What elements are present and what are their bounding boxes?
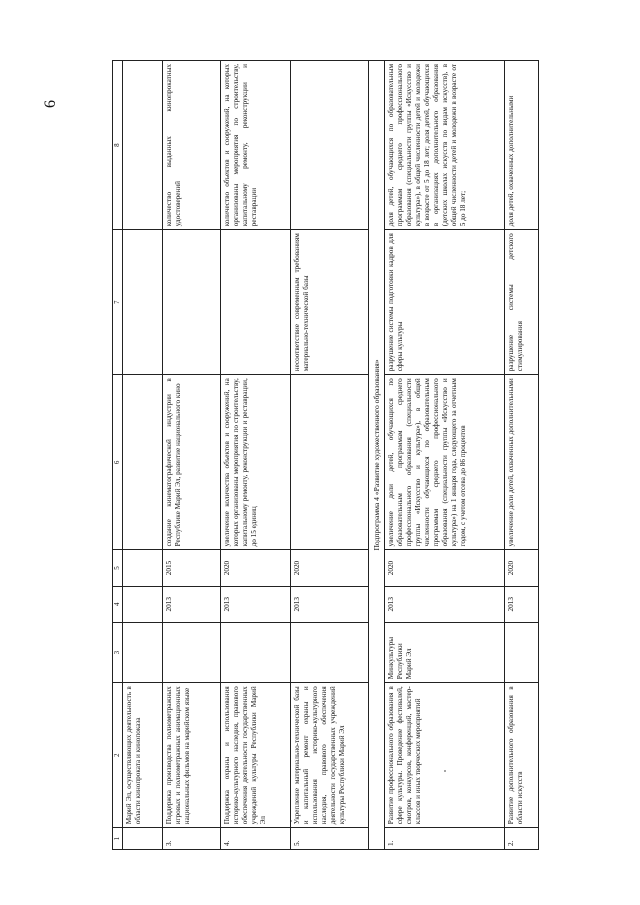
table-row — [221, 61, 291, 850]
row-number — [123, 828, 163, 850]
row-number: 5. — [291, 828, 369, 850]
indicator: доля детей, обучающихся по образовательным программам среднего профессионального образования (специальности группы «Искусство и культура»), в общей численности детей и молодежи в возрасте от 5 до 18 лет; доля детей, обучающихся в организациях дополнительного образования (детских школах искусств по видам искусств), в общей численности детей и молодежи в возрасте от 5 до 18 лет; — [385, 61, 505, 230]
column-number: 4 — [113, 586, 123, 622]
row-number: 1. — [385, 828, 505, 850]
consequences — [163, 230, 221, 375]
row-number: 4. — [221, 828, 291, 850]
column-number: 8 — [113, 61, 123, 230]
consequences — [221, 230, 291, 375]
consequences: разрушение системы подготовки кадров для сферы культуры — [385, 230, 505, 375]
end-year: 2020 — [221, 550, 291, 586]
end-year: 2020 — [505, 550, 539, 586]
expected-result: создание кинематографической индустрии в Республике Марий Эл, развитие национального кино — [163, 375, 221, 550]
measure-name: Марий Эл, осуществляющих деятельность в области кинопроката и кинопоказа — [123, 683, 163, 828]
responsible-executor — [163, 622, 221, 682]
end-year: 2015 — [163, 550, 221, 586]
table-row — [505, 61, 539, 850]
measure-name: Поддержка производства полнометражных игровых и полнометражных анимационных национальных фильмов на марийском языке — [163, 683, 221, 828]
column-number: 7 — [113, 230, 123, 375]
subprogram-row — [369, 61, 385, 850]
end-year — [123, 550, 163, 586]
table-row — [163, 61, 221, 850]
column-number: 6 — [113, 375, 123, 550]
subprogram-title: Подпрограмма 4 «Развитие художественного образования» — [369, 61, 385, 850]
expected-result — [291, 375, 369, 550]
column-number: 5 — [113, 550, 123, 586]
table-row — [385, 61, 505, 850]
responsible-executor: Минкультуры Республики Марий Эл — [385, 622, 505, 682]
expected-result: увеличение количества объектов и сооружений, на которых организованы мероприятия по строительству, капитальному ремонту, реконструкции и реставрации, до 15 единиц — [221, 375, 291, 550]
table-row — [123, 61, 163, 850]
indicator: количество выданных кинопрокатных удостоверений — [163, 61, 221, 230]
indicator — [291, 61, 369, 230]
column-number: 2 — [113, 683, 123, 828]
start-year — [123, 586, 163, 622]
row-number: 3. — [163, 828, 221, 850]
consequences: разрушение системы детского стимулирования — [505, 230, 539, 375]
expected-result — [123, 375, 163, 550]
program-table — [112, 60, 539, 850]
expected-result: увеличение доли детей, обучающихся по образовательным программам среднего профессионального образования (специальности группы «Искусство и культура»), в общей численности обучающихся по образовательным программам среднего профессионального образования (специальности группы «Искусство и культура») на 1 января года, следующего за отчетным годом, с учетом отсева до 86 процентов — [385, 375, 505, 550]
end-year: 2020 — [291, 550, 369, 586]
column-number: 1 — [113, 828, 123, 850]
column-number: 3 — [113, 622, 123, 682]
column-number-row — [113, 61, 123, 850]
start-year: 2013 — [291, 586, 369, 622]
responsible-executor — [123, 622, 163, 682]
page-number: 6 — [42, 100, 59, 108]
consequences — [123, 230, 163, 375]
responsible-executor — [505, 622, 539, 682]
indicator: количество объектов и сооружений, на которых организованы мероприятия по строительству, капитальному ремонту, реконструкции и реставрации — [221, 61, 291, 230]
rotated-table-container — [42, 60, 572, 850]
responsible-executor — [291, 622, 369, 682]
indicator — [123, 61, 163, 230]
end-year: 2020 — [385, 550, 505, 586]
start-year: 2013 — [221, 586, 291, 622]
start-year: 2013 — [163, 586, 221, 622]
table-row — [291, 61, 369, 850]
measure-name: Укрепление материально-технической базы и капитальный ремонт охраны и использования историко-культурного наследия, правового обеспечения деятельности государственных учреждений культуры Республики Марий Эл — [291, 683, 369, 828]
measure-name: Поддержка охраны и использования историко-культурного наследия, правового обеспечения деятельности государственных учреждений культуры Республики Марий Эл — [221, 683, 291, 828]
consequences: несоответствие современным требованиям материально-технической базы — [291, 230, 369, 375]
measure-name: Развитие профессионального образования в сфере культуры. Проведение фестивалей, смотров, конкурсов, конференций, мастер-классов и иных творческих мероприятий — [385, 683, 505, 828]
measure-name: Развитие дополнительного образования в области искусств — [505, 683, 539, 828]
responsible-executor — [221, 622, 291, 682]
start-year: 2013 — [385, 586, 505, 622]
indicator: доля детей, охваченных дополнительными — [505, 61, 539, 230]
expected-result: увеличение доли детей, охваченных дополнительными — [505, 375, 539, 550]
start-year: 2013 — [505, 586, 539, 622]
row-number: 2. — [505, 828, 539, 850]
